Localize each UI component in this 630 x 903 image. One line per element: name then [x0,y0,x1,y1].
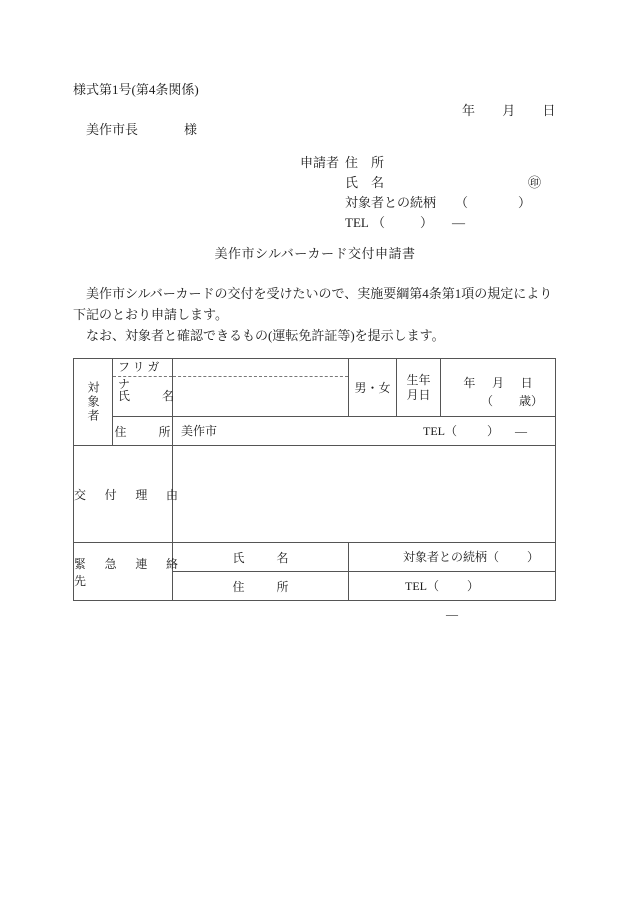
furigana-label: フリガナ [113,359,172,377]
dob-year-label: 年 [463,375,476,390]
emergency-label-cell [74,543,191,601]
emergency-tel-paren-open: （ [426,579,439,593]
table-row-subject-address [74,417,556,446]
age-paren-open: （ [480,393,493,408]
subject-address-label: 住 所 [114,424,171,439]
dob-label [397,373,440,403]
body-paragraph-1: 美作市シルバーカードの交付を受けたいので、実施要綱第4条第1項の規定により下記のとおり申請します。 [73,286,553,322]
emergency-label: 緊 急 連 絡 先 [74,556,191,588]
applicant-tel-dash: — [452,215,465,230]
reason-input-cell[interactable] [173,446,556,543]
subject-tel-dash: — [515,424,528,438]
emergency-tel-dash: — [446,607,458,621]
dob-fields [441,360,555,416]
subject-label: 対象者 [86,381,100,423]
table-row-subject-name [74,359,556,417]
addressee-honorific: 様 [184,122,198,137]
name-label-text: 氏 名 [118,389,174,403]
subject-tel-label: TEL [423,424,445,438]
applicant-tel-label: TEL [345,215,369,230]
subject-label-cell [74,359,113,446]
addressee-name: 美作市長 [86,122,139,137]
dob-label-cell [397,359,441,417]
subject-tel-paren-open: （ [445,424,458,438]
emergency-relation-paren-open: （ [486,550,499,564]
applicant-relation-paren-open: （ [455,195,469,210]
emergency-address-label-cell [173,572,349,601]
gender-label: 男・女 [354,381,391,395]
date-year-label: 年 [462,103,476,118]
age-unit: 歳） [518,393,543,408]
document-title: 美作市シルバーカード交付申請書 [214,246,416,261]
application-table [73,358,556,621]
furigana-name-label-cell [113,359,173,417]
emergency-tel-paren-close: ） [467,579,480,593]
dob-label-line1: 生年 [406,372,431,387]
subject-address-input-cell[interactable] [173,417,556,446]
applicant-relation-label: 対象者との続柄 [345,195,437,210]
date-day-label: 日 [542,103,556,118]
dob-label-line2: 月日 [406,387,431,402]
reason-label-cell [74,446,178,543]
applicant-address-label: 住 所 [345,155,385,170]
emergency-name-label: 氏 名 [232,550,289,565]
emergency-relation-paren-close: ） [526,550,539,564]
subject-address-fields [173,417,555,445]
name-input[interactable] [173,377,348,416]
date-month-label: 月 [502,103,516,118]
form-code: 様式第1号(第4条関係) [73,82,199,97]
seal-icon: ㊞ [528,175,542,190]
emergency-tel-field [401,572,504,628]
applicant-name-label: 氏 名 [345,175,385,190]
reason-label: 交 付 理 由 [74,487,178,502]
emergency-address-label: 住 所 [232,579,289,594]
applicant-relation-paren-close: ） [518,195,532,210]
body-text [73,283,557,346]
name-label [113,377,172,416]
address-prefill: 美作市 [181,424,218,438]
addressee [86,119,197,138]
subject-address-label-cell [113,417,173,446]
emergency-relation-field [403,543,539,571]
dob-date-units [441,374,555,391]
emergency-tel-label: TEL [404,579,427,593]
emergency-name-label-cell [173,543,349,572]
dob-day-label: 日 [520,375,533,390]
dob-month-label: 月 [491,375,504,390]
table-row-reason [74,446,556,543]
emergency-address-input-cell[interactable] [349,572,556,621]
subject-tel-field [423,417,527,445]
furigana-input[interactable] [173,359,348,377]
gender-label-cell[interactable] [349,359,397,417]
emergency-name-input-cell[interactable] [349,543,556,572]
subject-name-input-cell[interactable] [173,359,349,417]
applicant-tel-paren-open: （ [372,215,386,230]
applicant-label: 申請者 [300,155,340,170]
table-row-emergency-name [74,543,556,572]
subject-tel-paren-close: ） [487,424,500,438]
emergency-address-fields [349,572,555,621]
body-paragraph-2: なお、対象者と確認できるもの(運転免許証等)を提示します。 [86,328,445,343]
applicant-tel-paren-close: ） [420,215,434,230]
emergency-relation-label: 対象者との続柄 [402,550,487,564]
date-line [462,100,556,119]
age-field [481,392,543,409]
dob-input-cell[interactable] [441,359,556,417]
emergency-name-fields [349,543,555,571]
